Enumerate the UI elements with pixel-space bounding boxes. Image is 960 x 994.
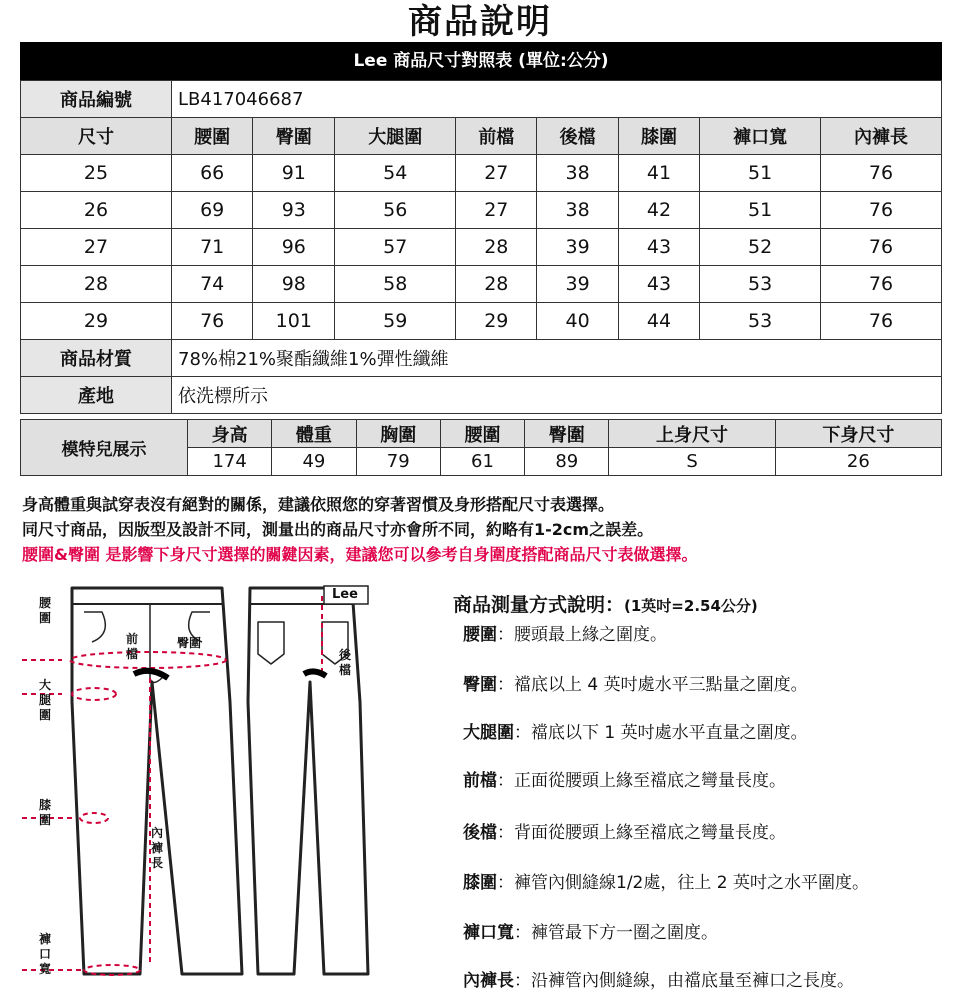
size-cell: 76 — [821, 155, 942, 192]
size-row — [21, 192, 942, 229]
model-header-cell: 腰圍 — [440, 420, 524, 448]
size-cell: 43 — [618, 229, 699, 266]
model-label: 模特兒展示 — [21, 420, 188, 476]
model-header-cell: 體重 — [272, 420, 356, 448]
model-header-row — [21, 420, 942, 448]
jeans-diagram — [22, 582, 442, 990]
model-header-cell: 下身尺寸 — [775, 420, 941, 448]
size-cell: 66 — [172, 155, 253, 192]
measure-item — [463, 966, 854, 991]
label-hip: 臀圍 — [177, 636, 202, 650]
size-cell: 96 — [253, 229, 335, 266]
origin-value: 依洗標所示 — [172, 377, 942, 414]
header-cell: 腰圍 — [172, 118, 253, 155]
measure-name: 褲口寬 — [463, 923, 514, 943]
measure-title: 商品測量方式說明：(1英吋=2.54公分) — [453, 594, 758, 616]
measure-desc: ：沿褲管內側縫線，由襠底量至褲口之長度。 — [514, 971, 854, 991]
model-header-cell: 上身尺寸 — [609, 420, 775, 448]
measure-desc: ：褲管內側縫線1/2處，往上 2 英吋之水平圍度。 — [497, 873, 869, 893]
size-cell: 98 — [253, 266, 335, 303]
size-cell: 51 — [700, 192, 821, 229]
size-cell: 40 — [537, 303, 618, 340]
side-label-waist: 腰圍 — [38, 596, 51, 625]
model-value-cell: 79 — [356, 448, 440, 476]
side-label-hem: 褲口寬 — [38, 932, 51, 976]
size-cell: 76 — [172, 303, 253, 340]
product-code-label: 商品編號 — [21, 81, 172, 118]
size-cell: 91 — [253, 155, 335, 192]
size-cell: 29 — [21, 303, 172, 340]
size-cell: 28 — [21, 266, 172, 303]
header-cell: 後檔 — [537, 118, 618, 155]
size-table — [20, 80, 942, 414]
header-cell: 前檔 — [456, 118, 537, 155]
size-cell: 27 — [456, 192, 537, 229]
size-cell: 76 — [821, 266, 942, 303]
label-inseam: 內褲長 — [150, 826, 163, 870]
model-value-cell: 174 — [188, 448, 272, 476]
measure-item — [463, 670, 808, 695]
size-cell: 26 — [21, 192, 172, 229]
measure-name: 後檔 — [463, 823, 497, 843]
model-value-cell: 89 — [525, 448, 609, 476]
size-cell: 41 — [618, 155, 699, 192]
size-row — [21, 266, 942, 303]
size-row — [21, 155, 942, 192]
size-cell: 38 — [537, 192, 618, 229]
size-header-row — [21, 118, 942, 155]
size-cell: 27 — [456, 155, 537, 192]
measure-desc: ：襠底以上 4 英吋處水平三點量之圍度。 — [497, 675, 808, 695]
measure-name: 內褲長 — [463, 971, 514, 991]
header-cell: 膝圍 — [618, 118, 699, 155]
header-cell: 內褲長 — [821, 118, 942, 155]
size-cell: 59 — [335, 303, 456, 340]
size-cell: 54 — [335, 155, 456, 192]
model-value-cell: 26 — [775, 448, 941, 476]
size-cell: 101 — [253, 303, 335, 340]
measure-name: 前檔 — [463, 771, 497, 791]
measure-name: 腰圍 — [463, 625, 497, 645]
size-cell: 44 — [618, 303, 699, 340]
origin-row — [21, 377, 942, 414]
measure-desc: ：腰頭最上緣之圍度。 — [497, 625, 667, 645]
header-cell: 尺寸 — [21, 118, 172, 155]
product-code-value: LB417046687 — [172, 81, 942, 118]
measure-name: 臀圍 — [463, 675, 497, 695]
model-value-cell: S — [609, 448, 775, 476]
label-back-rise: 後檔 — [338, 648, 351, 677]
model-header-cell: 身高 — [188, 420, 272, 448]
size-cell: 42 — [618, 192, 699, 229]
measure-name: 大腿圍 — [463, 723, 514, 743]
model-header-cell: 胸圍 — [356, 420, 440, 448]
measure-desc: ：褲管最下方一圈之圍度。 — [514, 923, 718, 943]
notes — [22, 492, 952, 567]
note-line: 同尺寸商品，因版型及設計不同，測量出的商品尺寸亦會所不同，約略有1-2cm之誤差。 — [22, 520, 654, 539]
jeans-illustration — [22, 582, 442, 990]
size-cell: 38 — [537, 155, 618, 192]
size-cell: 28 — [456, 266, 537, 303]
size-cell: 39 — [537, 229, 618, 266]
model-value-cell: 61 — [440, 448, 524, 476]
header-cell: 褲口寬 — [700, 118, 821, 155]
header-cell: 大腿圍 — [335, 118, 456, 155]
size-cell: 76 — [821, 192, 942, 229]
measurement-guide — [453, 592, 953, 991]
measure-desc: ：正面從腰頭上緣至襠底之彎量長度。 — [497, 771, 786, 791]
lee-patch-logo: Lee — [332, 587, 358, 602]
side-label-thigh: 大腿圍 — [38, 678, 51, 722]
note-line: 身高體重與試穿表沒有絕對的關係，建議依照您的穿著習慣及身形搭配尺寸表選擇。 — [22, 495, 615, 514]
material-value: 78%棉21%聚酯纖維1%彈性纖維 — [172, 340, 942, 377]
size-row — [21, 229, 942, 266]
size-cell: 71 — [172, 229, 253, 266]
size-cell: 29 — [456, 303, 537, 340]
size-cell: 43 — [618, 266, 699, 303]
measure-item — [463, 868, 869, 893]
size-row — [21, 303, 942, 340]
size-cell: 53 — [700, 303, 821, 340]
measure-item — [463, 766, 786, 791]
size-cell: 74 — [172, 266, 253, 303]
measure-item — [463, 818, 786, 843]
size-cell: 28 — [456, 229, 537, 266]
size-cell: 27 — [21, 229, 172, 266]
size-cell: 93 — [253, 192, 335, 229]
origin-label: 產地 — [21, 377, 172, 414]
model-value-cell: 49 — [272, 448, 356, 476]
measure-desc: ：背面從腰頭上緣至襠底之彎量長度。 — [497, 823, 786, 843]
size-cell: 76 — [821, 229, 942, 266]
material-label: 商品材質 — [21, 340, 172, 377]
model-header-cell: 臀圍 — [525, 420, 609, 448]
size-cell: 25 — [21, 155, 172, 192]
side-label-knee: 膝圍 — [38, 798, 51, 827]
measure-name: 膝圍 — [463, 873, 497, 893]
size-cell: 69 — [172, 192, 253, 229]
size-cell: 39 — [537, 266, 618, 303]
product-code-row — [21, 81, 942, 118]
page-title: 商品說明 — [408, 2, 552, 42]
size-cell: 57 — [335, 229, 456, 266]
size-cell: 52 — [700, 229, 821, 266]
label-front-rise: 前檔 — [125, 632, 138, 661]
model-table — [20, 419, 942, 476]
size-cell: 76 — [821, 303, 942, 340]
table-title-bar: Lee 商品尺寸對照表 (單位:公分) — [20, 42, 942, 80]
size-cell: 53 — [700, 266, 821, 303]
material-row — [21, 340, 942, 377]
measure-item — [463, 918, 718, 943]
size-cell: 58 — [335, 266, 456, 303]
size-cell: 56 — [335, 192, 456, 229]
header-cell: 臀圍 — [253, 118, 335, 155]
measure-item — [463, 620, 667, 645]
size-cell: 51 — [700, 155, 821, 192]
measure-unit: (1英吋=2.54公分) — [624, 597, 758, 615]
measure-desc: ：襠底以下 1 英吋處水平直量之圍度。 — [514, 723, 808, 743]
measure-item — [463, 718, 808, 743]
note-warning: 腰圍&臀圍 是影響下身尺寸選擇的關鍵因素，建議您可以參考自身圍度搭配商品尺寸表做選擇。 — [22, 545, 698, 564]
